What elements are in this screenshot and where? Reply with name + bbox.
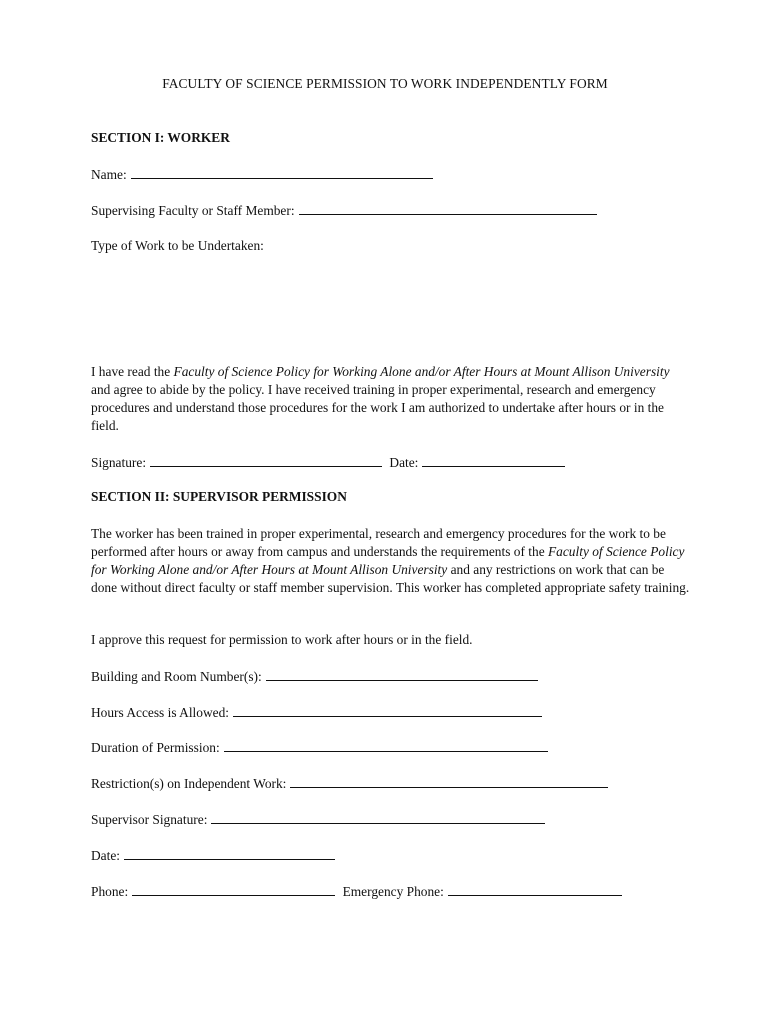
supervising-row [91,202,597,219]
duration-label: Duration of Permission: [91,740,220,755]
emergency-phone-label: Emergency Phone: [342,884,444,899]
supervising-label: Supervising Faculty or Staff Member: [91,203,295,218]
building-row [91,668,538,685]
name-field[interactable] [131,166,433,179]
hours-label: Hours Access is Allowed: [91,705,229,720]
statement-policy-title: Faculty of Science Policy for Working Alone and/or After Hours at Mount Allison University [173,364,670,379]
supervisor-statement [91,525,691,597]
name-row [91,166,433,183]
hours-field[interactable] [233,704,542,717]
supervisor-para-pre: The worker has been trained in proper experimental, research and emergency procedures for the work to be performed after hours or away from campus and understands the requirements of the [91,526,666,559]
supervisor-policy-title: Faculty of Science Policy for Working Alone and/or After Hours at Mount Allison University [91,544,685,577]
phone-row [91,883,622,900]
supervisor-para-post: and any restrictions on work that can be done without direct faculty or staff member supervision. This worker has completed appropriate safety training. [91,562,690,595]
form-title: FACULTY OF SCIENCE PERMISSION TO WORK INDEPENDENTLY FORM [162,76,608,91]
duration-field[interactable] [224,739,548,752]
signature-field[interactable] [150,454,382,467]
date-field[interactable] [422,454,565,467]
restrictions-field[interactable] [290,775,608,788]
statement-post: and agree to abide by the policy. I have received training in proper experimental, research and emergency procedures and understand those procedures for the work I am authorized to undertake after hours or in the field. [91,382,664,433]
phone-label: Phone: [91,884,129,899]
date-label: Date: [389,455,419,470]
supervisor-date-row [91,847,335,864]
statement-pre: I have read the [91,364,174,379]
building-field[interactable] [266,668,538,681]
supervising-field[interactable] [299,202,597,215]
worker-statement [91,363,691,435]
phone-field[interactable] [132,883,335,896]
approve-text: I approve this request for permission to work after hours or in the field. [91,632,473,647]
section-2-heading: SECTION II: SUPERVISOR PERMISSION [91,489,347,504]
supervisor-date-label: Date: [91,848,120,863]
restrictions-label: Restriction(s) on Independent Work: [91,776,287,791]
hours-row [91,704,542,721]
restrictions-row [91,775,608,792]
duration-row [91,739,548,756]
supervisor-signature-row [91,811,545,828]
supervisor-signature-field[interactable] [211,811,545,824]
signature-label: Signature: [91,455,147,470]
work-type-label: Type of Work to be Undertaken: [91,238,264,253]
signature-row [91,454,565,471]
supervisor-signature-label: Supervisor Signature: [91,812,208,827]
supervisor-date-field[interactable] [124,847,335,860]
section-1-heading: SECTION I: WORKER [91,130,230,145]
name-label: Name: [91,167,127,182]
emergency-phone-field[interactable] [448,883,622,896]
building-label: Building and Room Number(s): [91,669,262,684]
